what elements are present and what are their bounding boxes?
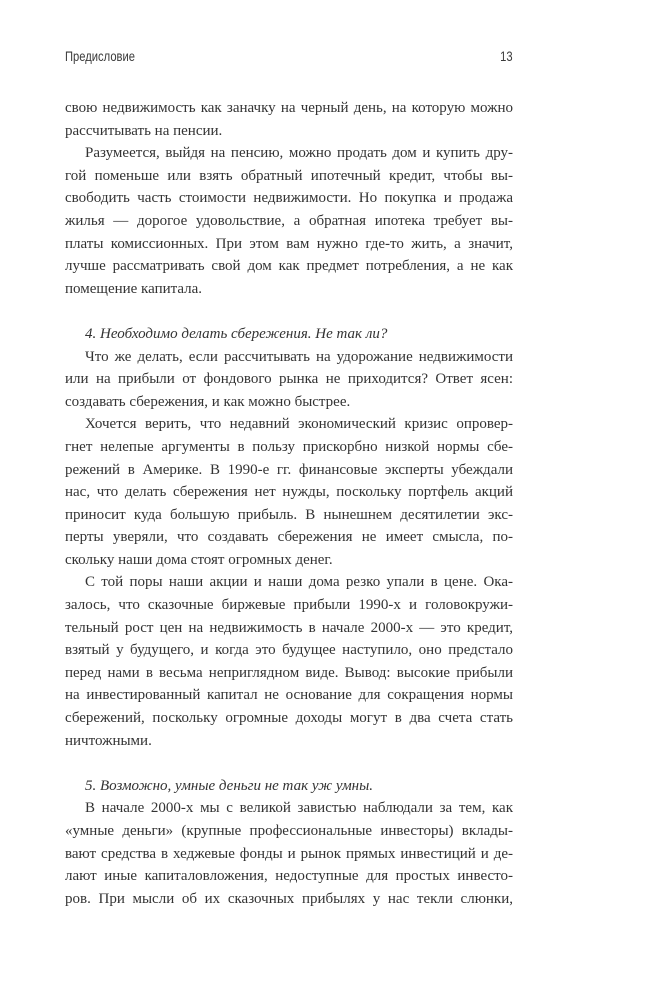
text-line: свою недвижимость как заначку на черный день, на которую можно [65, 100, 513, 116]
blank-line [65, 752, 513, 775]
text-line: гнет нелепые аргументы в пользу прискорбно низкой нормы сбе- [65, 438, 513, 455]
running-header [65, 46, 513, 66]
text-line: Хочется верить, что недавний экономический кризис опровер- [85, 416, 513, 433]
text-line: режений в Америке. В 1990-е гг. финансовые эксперты убеждали [65, 461, 513, 478]
text-line: «умные деньги» (крупные профессиональные инвесторы) вклады- [65, 823, 513, 839]
text-line: лучше рассматривать свой дом как предмет потребления, а не как [65, 258, 513, 275]
text-line: ров. При мысли об их сказочных прибылях у нас текли слюнки, [65, 890, 513, 907]
text-line: сбережений, поскольку огромные доходы могут в два счета стать [65, 710, 513, 727]
text-line: создавать сбережения, и как можно быстрее. [65, 393, 351, 410]
text-line: скольку наши дома стоят огромных денег. [65, 551, 333, 568]
text-line: жилья — дорогое удовольствие, а обратная ипотека требует вы- [65, 212, 513, 229]
text-line: тельный рост цен на недвижимость в начале 2000-х — это кредит, [65, 619, 513, 636]
text-line: лают иные капиталовложения, недоступные для простых инвесто- [65, 868, 513, 885]
text-line: приносит куда большую прибыль. В нынешнем десятилетии экс- [65, 506, 513, 523]
text-line: платы комиссионных. При этом вам нужно где-то жить, а значит, [65, 235, 513, 252]
page-number: 13 [500, 48, 513, 64]
running-title: Предисловие [65, 48, 135, 64]
text-line: перты уверяли, что создавать сбережения не имеет смысла, по- [65, 529, 513, 546]
text-line: С той поры наши акции и наши дома резко упали в цене. Ока- [85, 574, 513, 591]
text-line: В начале 2000-х мы с великой завистью наблюдали за тем, как [85, 800, 513, 817]
text-line: на инвестированный капитал не основание для сокращения нормы [65, 687, 513, 704]
text-line: гой поменьше или взять обратный ипотечный кредит, чтобы вы- [65, 167, 513, 184]
section-heading: 5. Возможно, умные деньги не так уж умны. [85, 777, 374, 794]
text-line: вают средства в хеджевые фонды и рынок прямых инвестиций и де- [65, 845, 513, 862]
text-line: нас, что делать сбережения нет нужды, поскольку портфель акций [65, 484, 513, 501]
blank-line [65, 300, 513, 323]
text-line: или на прибыли от фондового рынка не приходится? Ответ ясен: [65, 371, 513, 388]
text-line: помещение капитала. [65, 280, 203, 297]
text-line: рассчитывать на пенсии. [65, 122, 223, 139]
text-line: ничтожными. [65, 732, 152, 749]
text-line: залось, что сказочные биржевые прибыли 1990-х и головокружи- [65, 597, 513, 614]
text-line: свободить часть стоимости недвижимости. Но покупка и продажа [65, 190, 513, 207]
page-body-text [65, 97, 513, 910]
text-line: Что же делать, если рассчитывать на удорожание недвижимости [85, 348, 513, 365]
text-line: взятый у будущего, и когда это будущее наступило, оно предстало [65, 642, 513, 659]
text-line: перед нами в весьма неприглядном виде. Вывод: высокие прибыли [65, 664, 513, 681]
section-heading: 4. Необходимо делать сбережения. Не так ли? [85, 325, 388, 342]
text-line: Разумеется, выйдя на пенсию, можно продать дом и купить дру- [85, 145, 513, 162]
